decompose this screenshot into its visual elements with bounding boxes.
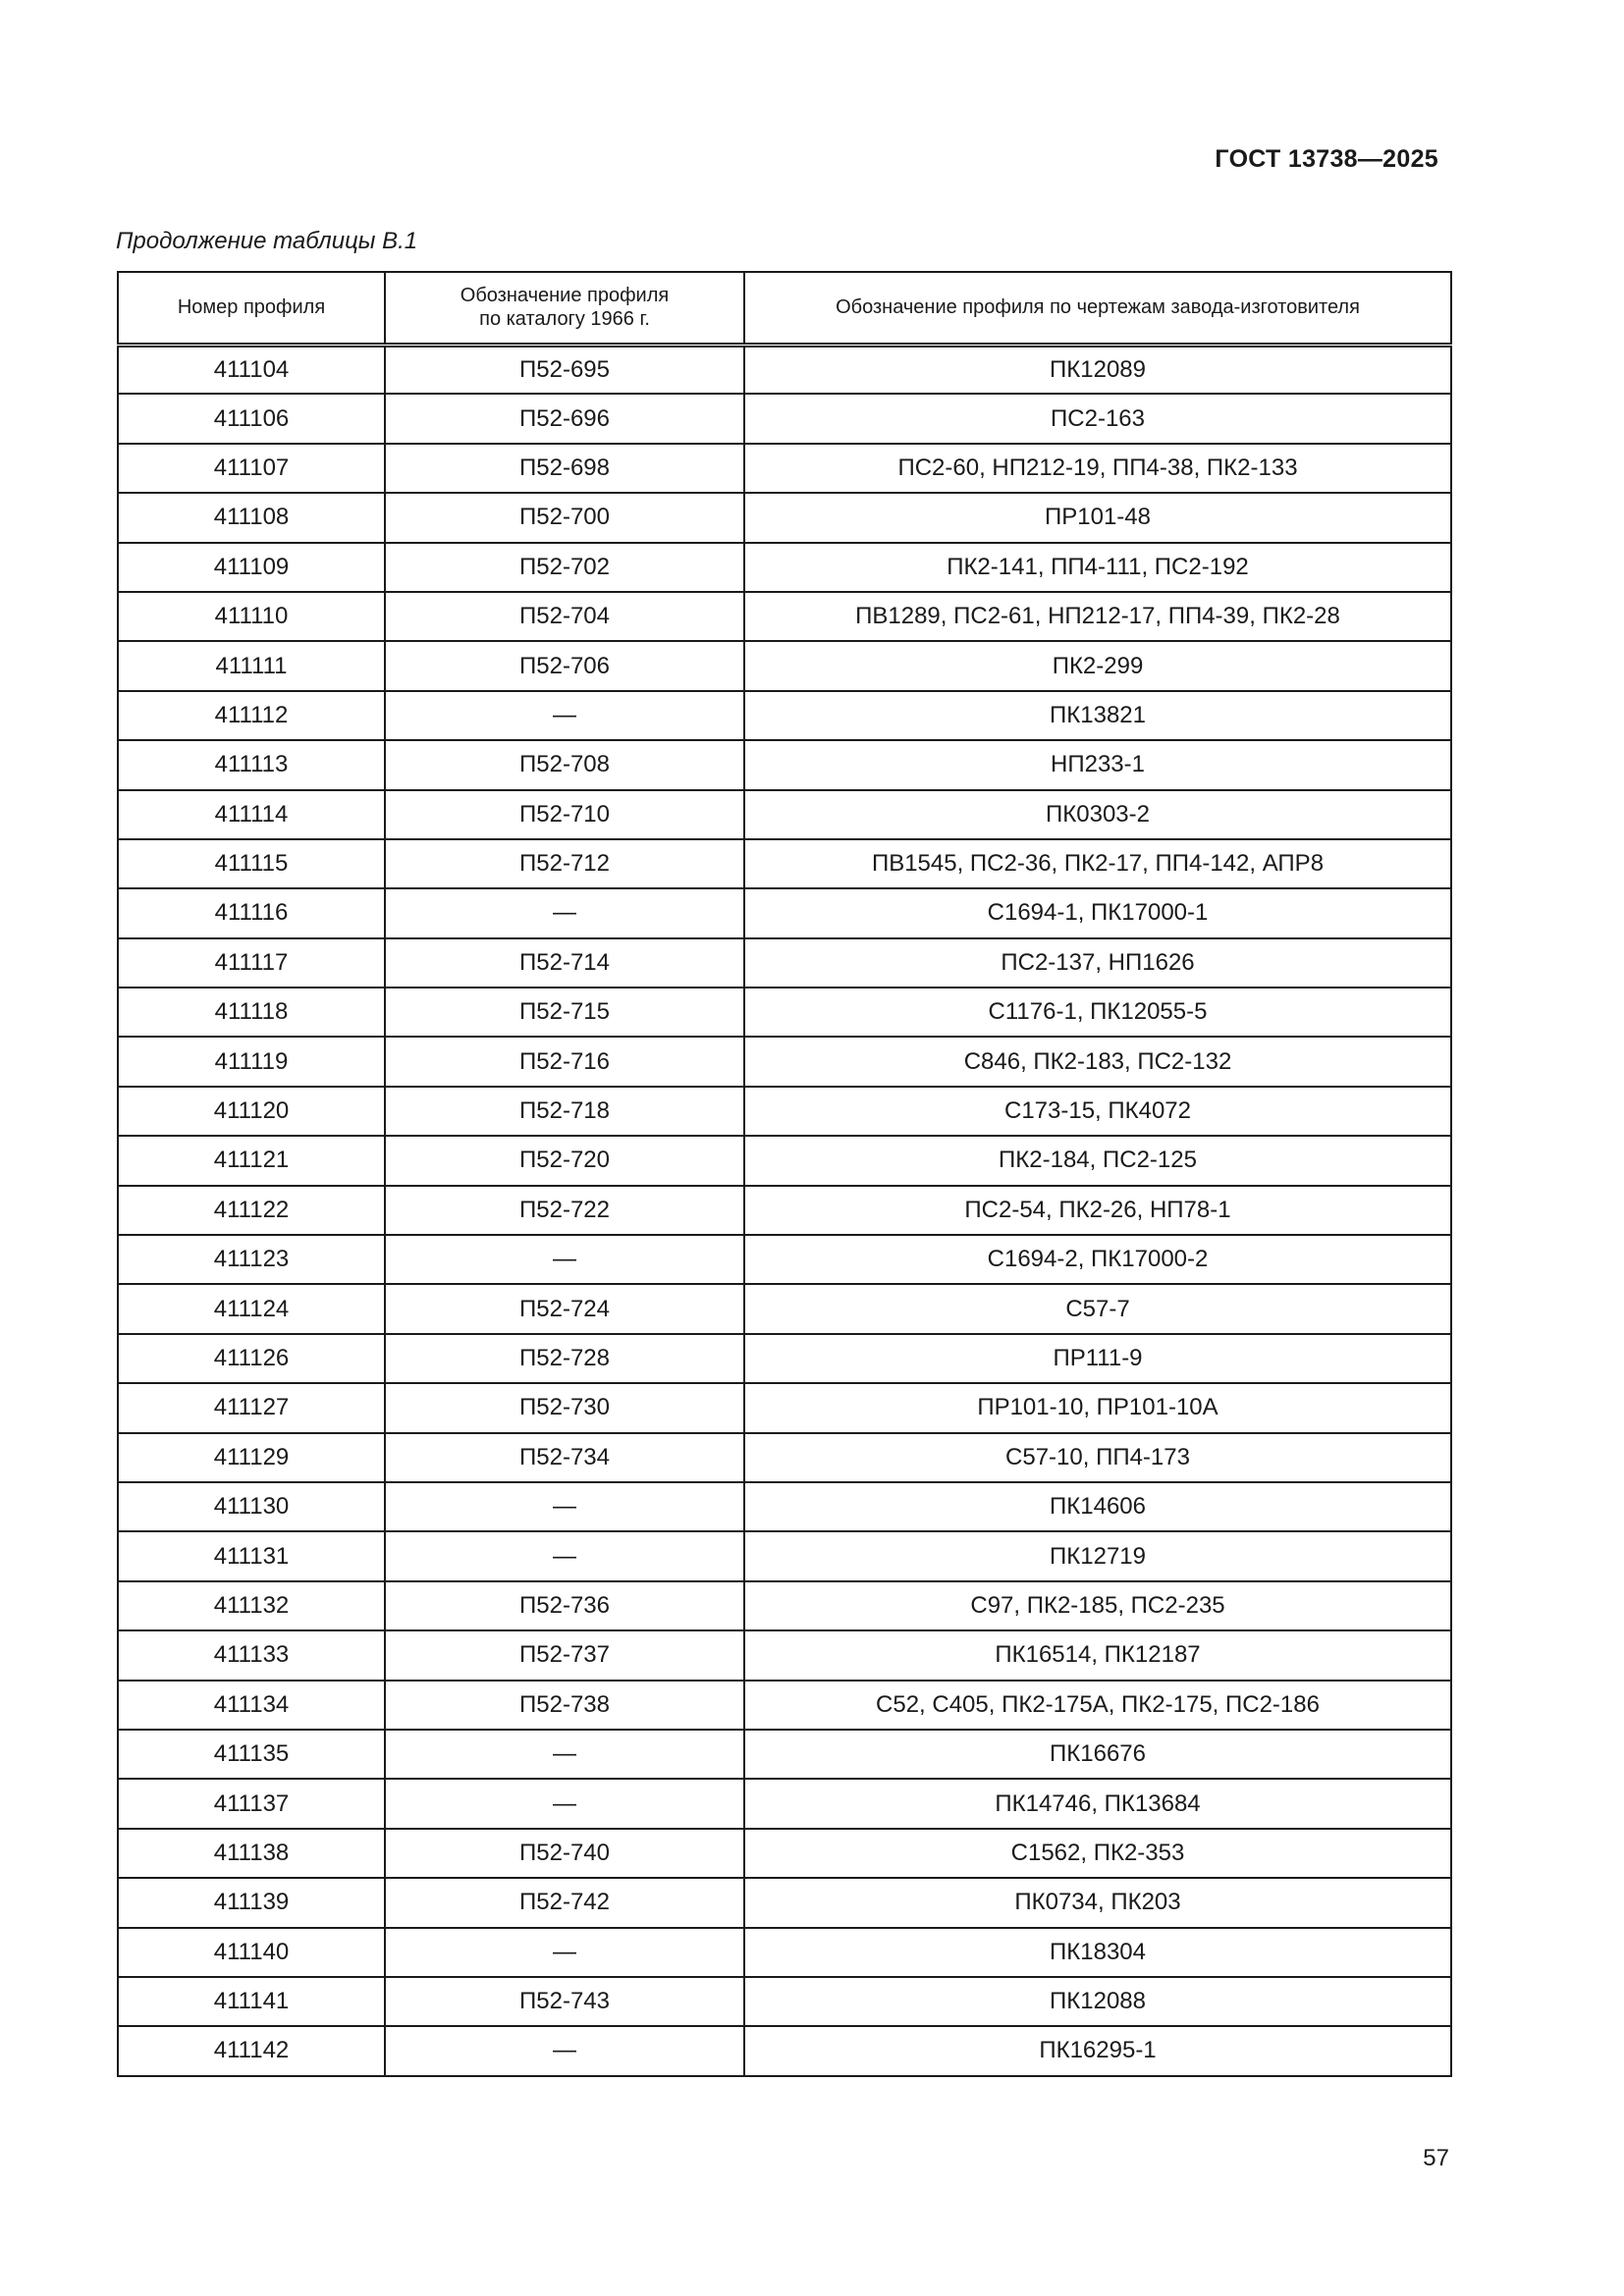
table-row: [118, 1977, 1451, 2026]
cell-catalog-1966: —: [385, 1531, 744, 1580]
table-row: [118, 1334, 1451, 1383]
cell-catalog-1966: П52-710: [385, 790, 744, 839]
cell-profile-number: 411127: [118, 1383, 385, 1432]
cell-profile-number: 411130: [118, 1482, 385, 1531]
cell-profile-number: 411106: [118, 394, 385, 443]
table-row: [118, 444, 1451, 493]
cell-factory-designation: С57-10, ПП4-173: [744, 1433, 1451, 1482]
cell-profile-number: 411141: [118, 1977, 385, 2026]
table-row: [118, 1829, 1451, 1878]
table-row: [118, 1482, 1451, 1531]
cell-profile-number: 411133: [118, 1630, 385, 1680]
table-row: [118, 394, 1451, 443]
cell-catalog-1966: П52-712: [385, 839, 744, 888]
cell-catalog-1966: П52-720: [385, 1136, 744, 1185]
cell-factory-designation: ПВ1289, ПС2-61, НП212-17, ПП4-39, ПК2-28: [744, 592, 1451, 641]
table-row: [118, 1581, 1451, 1630]
cell-catalog-1966: П52-736: [385, 1581, 744, 1630]
cell-catalog-1966: П52-715: [385, 988, 744, 1037]
cell-profile-number: 411114: [118, 790, 385, 839]
cell-factory-designation: ПС2-60, НП212-19, ПП4-38, ПК2-133: [744, 444, 1451, 493]
cell-profile-number: 411132: [118, 1581, 385, 1630]
cell-profile-number: 411124: [118, 1284, 385, 1333]
cell-factory-designation: ПР101-48: [744, 493, 1451, 542]
table-row: [118, 1186, 1451, 1235]
cell-catalog-1966: П52-740: [385, 1829, 744, 1878]
cell-factory-designation: ПК2-141, ПП4-111, ПС2-192: [744, 543, 1451, 592]
cell-profile-number: 411138: [118, 1829, 385, 1878]
cell-catalog-1966: П52-704: [385, 592, 744, 641]
cell-profile-number: 411119: [118, 1037, 385, 1086]
table-row: [118, 1087, 1451, 1136]
cell-profile-number: 411140: [118, 1928, 385, 1977]
cell-profile-number: 411137: [118, 1779, 385, 1828]
table-row: [118, 938, 1451, 988]
column-header-profile-number: Номер профиля: [118, 272, 385, 345]
cell-factory-designation: С1562, ПК2-353: [744, 1829, 1451, 1878]
cell-catalog-1966: П52-730: [385, 1383, 744, 1432]
table-row: [118, 888, 1451, 937]
cell-factory-designation: ПК12088: [744, 1977, 1451, 2026]
cell-factory-designation: ПС2-163: [744, 394, 1451, 443]
cell-catalog-1966: П52-708: [385, 740, 744, 789]
cell-factory-designation: ПВ1545, ПС2-36, ПК2-17, ПП4-142, АПР8: [744, 839, 1451, 888]
table-caption: Продолжение таблицы В.1: [116, 228, 418, 254]
table-body: [118, 345, 1451, 2076]
cell-factory-designation: С173-15, ПК4072: [744, 1087, 1451, 1136]
table-row: [118, 345, 1451, 394]
cell-catalog-1966: П52-718: [385, 1087, 744, 1136]
table-row: [118, 1681, 1451, 1730]
cell-profile-number: 411110: [118, 592, 385, 641]
cell-catalog-1966: П52-722: [385, 1186, 744, 1235]
cell-catalog-1966: —: [385, 691, 744, 740]
cell-catalog-1966: —: [385, 1482, 744, 1531]
table-row: [118, 493, 1451, 542]
cell-profile-number: 411126: [118, 1334, 385, 1383]
cell-profile-number: 411120: [118, 1087, 385, 1136]
cell-profile-number: 411131: [118, 1531, 385, 1580]
cell-profile-number: 411139: [118, 1878, 385, 1927]
cell-catalog-1966: П52-706: [385, 641, 744, 690]
cell-profile-number: 411122: [118, 1186, 385, 1235]
cell-factory-designation: ПР101-10, ПР101-10А: [744, 1383, 1451, 1432]
column-header-catalog-1966: Обозначение профиля по каталогу 1966 г.: [385, 272, 744, 345]
cell-catalog-1966: П52-734: [385, 1433, 744, 1482]
cell-profile-number: 411116: [118, 888, 385, 937]
cell-profile-number: 411109: [118, 543, 385, 592]
cell-profile-number: 411115: [118, 839, 385, 888]
cell-factory-designation: ПК12719: [744, 1531, 1451, 1580]
table-row: [118, 1878, 1451, 1927]
cell-catalog-1966: П52-724: [385, 1284, 744, 1333]
page-number: 57: [1423, 2145, 1449, 2171]
table-row: [118, 543, 1451, 592]
cell-factory-designation: ПК2-299: [744, 641, 1451, 690]
cell-factory-designation: НП233-1: [744, 740, 1451, 789]
table-header-row: [118, 272, 1451, 345]
cell-catalog-1966: П52-696: [385, 394, 744, 443]
table-row: [118, 1383, 1451, 1432]
table-row: [118, 790, 1451, 839]
cell-factory-designation: ПР111-9: [744, 1334, 1451, 1383]
cell-catalog-1966: П52-702: [385, 543, 744, 592]
cell-factory-designation: ПК2-184, ПС2-125: [744, 1136, 1451, 1185]
table-row: [118, 988, 1451, 1037]
table-row: [118, 1779, 1451, 1828]
cell-catalog-1966: П52-716: [385, 1037, 744, 1086]
cell-factory-designation: С846, ПК2-183, ПС2-132: [744, 1037, 1451, 1086]
cell-catalog-1966: —: [385, 1779, 744, 1828]
cell-factory-designation: С52, С405, ПК2-175А, ПК2-175, ПС2-186: [744, 1681, 1451, 1730]
cell-profile-number: 411108: [118, 493, 385, 542]
cell-profile-number: 411121: [118, 1136, 385, 1185]
cell-profile-number: 411142: [118, 2026, 385, 2075]
cell-factory-designation: ПК14746, ПК13684: [744, 1779, 1451, 1828]
table-row: [118, 1630, 1451, 1680]
cell-factory-designation: ПК18304: [744, 1928, 1451, 1977]
cell-catalog-1966: П52-738: [385, 1681, 744, 1730]
cell-factory-designation: ПС2-137, НП1626: [744, 938, 1451, 988]
table-row: [118, 641, 1451, 690]
cell-factory-designation: ПК13821: [744, 691, 1451, 740]
table-header: [118, 272, 1451, 345]
cell-profile-number: 411135: [118, 1730, 385, 1779]
cell-factory-designation: ПК16295-1: [744, 2026, 1451, 2075]
cell-profile-number: 411104: [118, 345, 385, 394]
cell-profile-number: 411112: [118, 691, 385, 740]
cell-factory-designation: С57-7: [744, 1284, 1451, 1333]
table-row: [118, 1284, 1451, 1333]
cell-factory-designation: ПС2-54, ПК2-26, НП78-1: [744, 1186, 1451, 1235]
cell-catalog-1966: —: [385, 888, 744, 937]
cell-profile-number: 411113: [118, 740, 385, 789]
table-row: [118, 1037, 1451, 1086]
cell-catalog-1966: П52-742: [385, 1878, 744, 1927]
cell-profile-number: 411107: [118, 444, 385, 493]
cell-profile-number: 411118: [118, 988, 385, 1037]
cell-catalog-1966: —: [385, 2026, 744, 2075]
table-row: [118, 1136, 1451, 1185]
cell-catalog-1966: П52-728: [385, 1334, 744, 1383]
cell-factory-designation: С1694-2, ПК17000-2: [744, 1235, 1451, 1284]
cell-catalog-1966: П52-700: [385, 493, 744, 542]
cell-profile-number: 411117: [118, 938, 385, 988]
cell-factory-designation: ПК16676: [744, 1730, 1451, 1779]
cell-factory-designation: С1176-1, ПК12055-5: [744, 988, 1451, 1037]
table-row: [118, 1928, 1451, 1977]
table-row: [118, 740, 1451, 789]
cell-catalog-1966: П52-695: [385, 345, 744, 394]
column-header-factory-drawings: Обозначение профиля по чертежам завода-изготовителя: [744, 272, 1451, 345]
cell-profile-number: 411129: [118, 1433, 385, 1482]
cell-catalog-1966: —: [385, 1928, 744, 1977]
cell-factory-designation: ПК16514, ПК12187: [744, 1630, 1451, 1680]
table-row: [118, 1730, 1451, 1779]
cell-profile-number: 411123: [118, 1235, 385, 1284]
cell-factory-designation: ПК0303-2: [744, 790, 1451, 839]
cell-catalog-1966: П52-714: [385, 938, 744, 988]
table-row: [118, 1235, 1451, 1284]
cell-catalog-1966: П52-698: [385, 444, 744, 493]
cell-catalog-1966: П52-737: [385, 1630, 744, 1680]
table-row: [118, 1433, 1451, 1482]
table-row: [118, 2026, 1451, 2075]
table-row: [118, 1531, 1451, 1580]
cell-catalog-1966: —: [385, 1235, 744, 1284]
table-row: [118, 691, 1451, 740]
cell-factory-designation: ПК14606: [744, 1482, 1451, 1531]
profiles-table: [117, 271, 1452, 2077]
document-standard-header: ГОСТ 13738—2025: [1215, 145, 1438, 173]
cell-factory-designation: С97, ПК2-185, ПС2-235: [744, 1581, 1451, 1630]
cell-catalog-1966: П52-743: [385, 1977, 744, 2026]
cell-factory-designation: ПК12089: [744, 345, 1451, 394]
table-row: [118, 839, 1451, 888]
cell-factory-designation: С1694-1, ПК17000-1: [744, 888, 1451, 937]
cell-factory-designation: ПК0734, ПК203: [744, 1878, 1451, 1927]
cell-catalog-1966: —: [385, 1730, 744, 1779]
cell-profile-number: 411111: [118, 641, 385, 690]
cell-profile-number: 411134: [118, 1681, 385, 1730]
table-row: [118, 592, 1451, 641]
